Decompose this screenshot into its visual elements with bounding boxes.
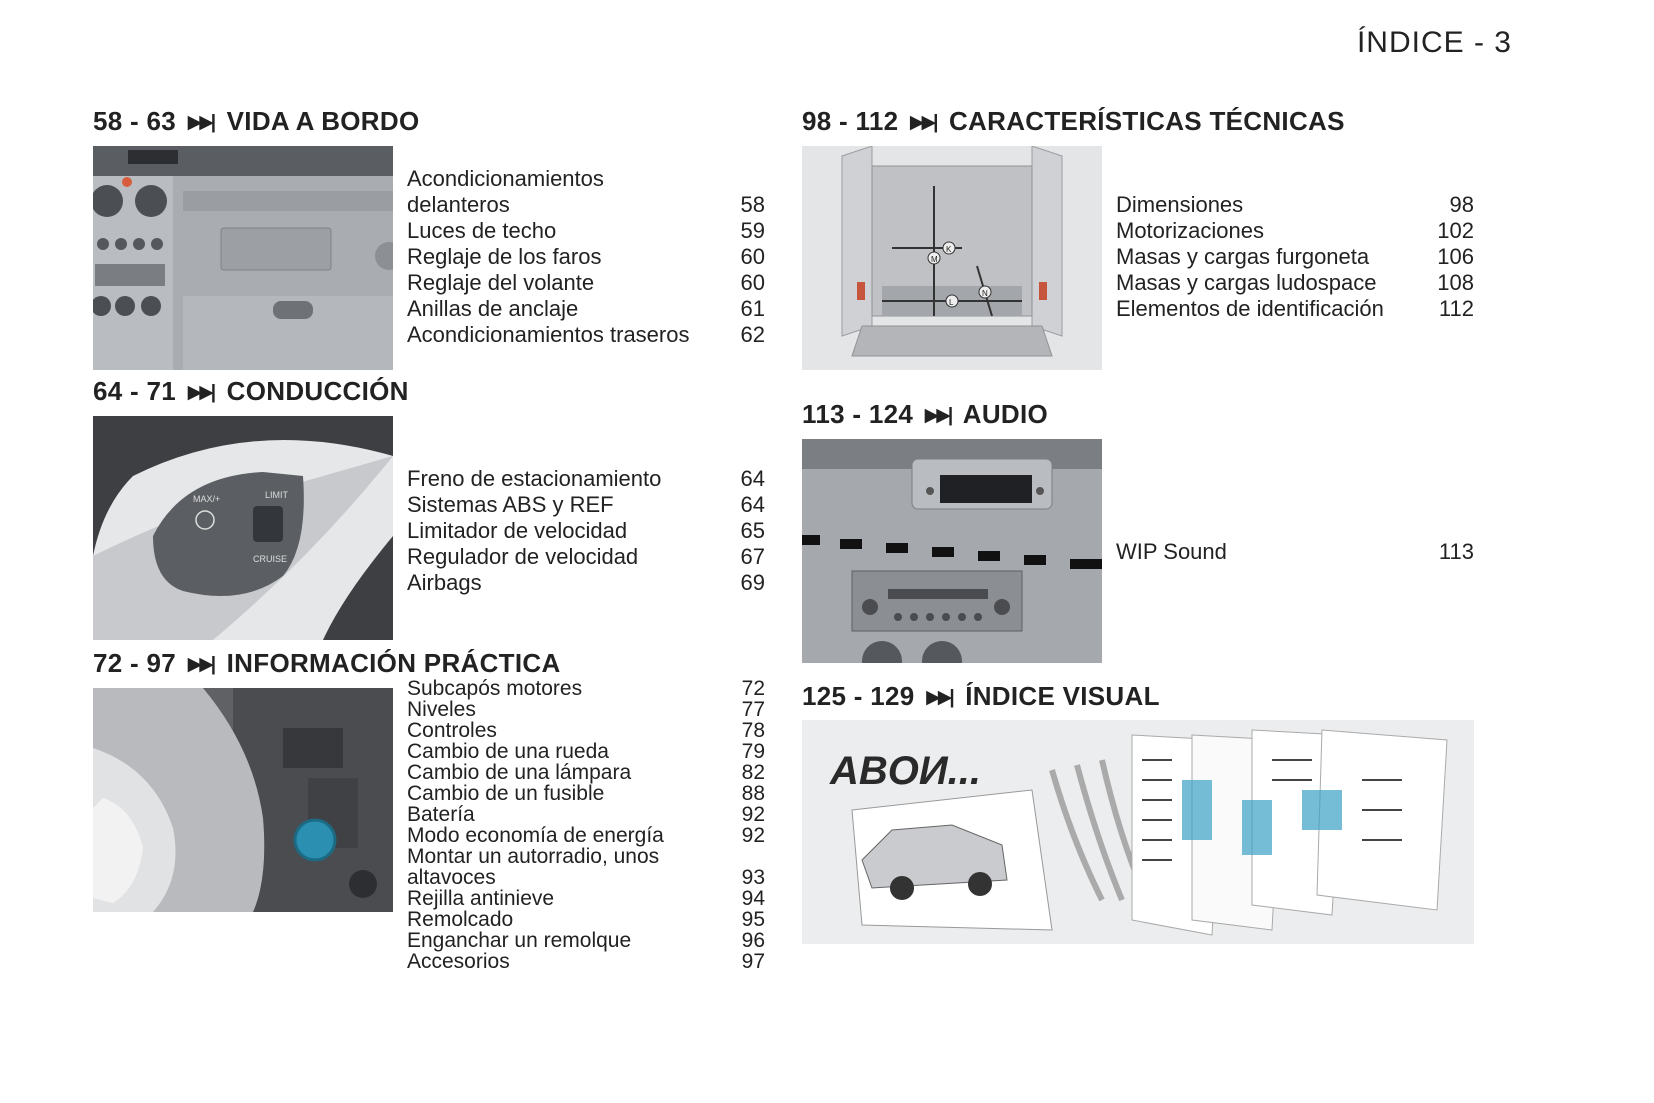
toc-item[interactable]: [407, 296, 765, 322]
section-page-range: 113 - 124: [802, 399, 914, 429]
toc-item[interactable]: [407, 804, 765, 825]
stalk-label: LIMIT: [265, 490, 289, 500]
toc-item-title: Masas y cargas furgoneta: [1116, 244, 1370, 269]
toc-item[interactable]: [407, 218, 765, 244]
toc-list: [1116, 539, 1474, 565]
stalk-label: CRUISE: [253, 554, 288, 564]
toc-item[interactable]: [407, 518, 765, 544]
toc-item-title: Regulador de velocidad: [407, 544, 639, 569]
toc-item-title: Accesorios: [407, 950, 510, 973]
toc-item-page: 79: [741, 740, 765, 763]
toc-item-page: 92: [741, 824, 765, 847]
section-vida-a-bordo: [93, 106, 773, 370]
toc-item-page: 78: [741, 719, 765, 742]
toc-item-title: Limitador de velocidad: [407, 518, 628, 543]
toc-item-title: Controles: [407, 719, 497, 742]
dimension-label: K: [946, 245, 952, 254]
section-title: VIDA A BORDO: [226, 106, 420, 136]
section-heading[interactable]: [802, 681, 1160, 712]
toc-item-title: Motorizaciones: [1116, 218, 1264, 243]
section-heading[interactable]: [93, 648, 561, 679]
toc-list: [1116, 192, 1474, 322]
toc-item-page: 64: [740, 466, 765, 491]
toc-item[interactable]: [407, 492, 765, 518]
toc-item-page: 106: [1437, 244, 1474, 269]
toc-item-page: 72: [741, 677, 765, 700]
toc-item-page: 112: [1438, 296, 1474, 321]
toc-item-title: Cambio de un fusible: [407, 782, 605, 805]
toc-item-title: Niveles: [407, 698, 476, 721]
toc-item-title: Acondicionamientos traseros: [407, 322, 690, 347]
toc-item-title: Elementos de identificación: [1116, 296, 1384, 321]
toc-item-page: 93: [741, 866, 765, 889]
toc-item[interactable]: [407, 909, 765, 930]
section-title: AUDIO: [962, 399, 1049, 429]
section-indice-visual: [802, 681, 1482, 945]
toc-item[interactable]: [407, 466, 765, 492]
toc-item-page: 102: [1437, 218, 1474, 243]
section-informacion-practica: [93, 648, 773, 988]
toc-item[interactable]: [407, 846, 765, 888]
toc-item[interactable]: [407, 888, 765, 909]
toc-item[interactable]: [407, 825, 765, 846]
toc-item[interactable]: [407, 244, 765, 270]
toc-item-title: Subcapós motores: [407, 677, 583, 700]
section-heading[interactable]: [802, 399, 1048, 430]
toc-item[interactable]: [407, 741, 765, 762]
toc-item-page: 98: [1449, 192, 1474, 217]
toc-item-page: 61: [740, 296, 765, 321]
toc-item-title: Batería: [407, 803, 475, 826]
toc-item-title: delanteros: [407, 192, 510, 217]
toc-item-title: Cambio de una lámpara: [407, 761, 632, 784]
toc-item-page: 88: [741, 782, 765, 805]
toc-item[interactable]: [407, 930, 765, 951]
engine-bay-image: [93, 688, 393, 912]
toc-item-page: 65: [740, 518, 765, 543]
toc-item-title: WIP Sound: [1116, 539, 1227, 564]
toc-item-page: 69: [740, 570, 765, 595]
toc-item-title: Rejilla antinieve: [407, 887, 555, 910]
dashboard-image: [93, 146, 393, 370]
toc-item-title: Anillas de anclaje: [407, 296, 579, 321]
toc-item-page: 95: [741, 908, 765, 931]
toc-item[interactable]: [407, 783, 765, 804]
toc-item[interactable]: [407, 322, 765, 348]
toc-item-title: Enganchar un remolque: [407, 929, 632, 952]
toc-list: [407, 466, 765, 596]
section-title: INFORMACIÓN PRÁCTICA: [226, 648, 561, 678]
toc-item-page: 82: [741, 761, 765, 784]
toc-item[interactable]: [1116, 296, 1474, 322]
toc-item-title: Remolcado: [407, 908, 514, 931]
fast-forward-icon: ▶▶|: [187, 112, 214, 133]
toc-item-page: 59: [740, 218, 765, 243]
toc-item[interactable]: [1116, 192, 1474, 218]
toc-item[interactable]: [1116, 218, 1474, 244]
section-page-range: 58 - 63: [93, 106, 177, 136]
toc-item[interactable]: [407, 544, 765, 570]
toc-item-title: Reglaje del volante: [407, 270, 595, 295]
toc-item-page: 60: [740, 244, 765, 269]
toc-item[interactable]: [407, 762, 765, 783]
logo-text: ABOИ...: [830, 749, 981, 793]
section-heading[interactable]: [93, 376, 409, 407]
toc-item-page: 96: [741, 929, 765, 952]
toc-item-title: Acondicionamientos: [407, 166, 604, 191]
page-header: ÍNDICE - 3: [1356, 26, 1512, 59]
audio-system-image: [802, 439, 1102, 663]
toc-item[interactable]: [407, 699, 765, 720]
toc-item[interactable]: [1116, 539, 1474, 565]
toc-list: [407, 166, 765, 348]
cargo-area-image: [802, 146, 1102, 370]
toc-item[interactable]: [407, 166, 765, 218]
toc-item-title: Sistemas ABS y REF: [407, 492, 614, 517]
section-conduccion: [93, 376, 773, 640]
toc-item-title: Montar un autorradio, unos: [407, 845, 660, 868]
toc-item[interactable]: [1116, 244, 1474, 270]
toc-item-page: 113: [1438, 539, 1474, 564]
cruise-control-stalk-image: [93, 416, 393, 640]
dimension-label: M: [931, 255, 938, 264]
section-heading[interactable]: [93, 106, 419, 137]
toc-item-page: 97: [741, 950, 765, 973]
toc-item[interactable]: [407, 720, 765, 741]
fast-forward-icon: ▶▶|: [924, 405, 951, 426]
toc-item-page: 108: [1437, 270, 1474, 295]
section-heading[interactable]: [802, 106, 1345, 137]
section-page-range: 125 - 129: [802, 681, 915, 711]
toc-item[interactable]: [1116, 270, 1474, 296]
toc-item[interactable]: [407, 678, 765, 699]
toc-item-title: Masas y cargas ludospace: [1116, 270, 1377, 295]
toc-item[interactable]: [407, 570, 765, 596]
toc-item-page: 64: [740, 492, 765, 517]
toc-list: [407, 678, 765, 972]
section-page-range: 72 - 97: [93, 648, 177, 678]
fast-forward-icon: ▶▶|: [187, 654, 214, 675]
fast-forward-icon: ▶▶|: [187, 382, 214, 403]
toc-item-title: Dimensiones: [1116, 192, 1244, 217]
toc-item[interactable]: [407, 951, 765, 972]
dimension-label: N: [982, 289, 988, 298]
section-title: CONDUCCIÓN: [226, 376, 409, 406]
fast-forward-icon: ▶▶|: [909, 112, 936, 133]
toc-item-title: Cambio de una rueda: [407, 740, 609, 763]
visual-index-image: [802, 720, 1474, 944]
toc-item-title: altavoces: [407, 866, 496, 889]
toc-item-page: 92: [741, 803, 765, 826]
toc-item-page: 58: [740, 192, 765, 217]
toc-item[interactable]: [407, 270, 765, 296]
dimension-label: L: [949, 298, 954, 307]
fast-forward-icon: ▶▶|: [926, 687, 952, 708]
toc-item-page: 62: [740, 322, 765, 347]
section-caracteristicas-tecnicas: [802, 106, 1482, 370]
toc-item-title: Reglaje de los faros: [407, 244, 602, 269]
toc-item-page: 94: [741, 887, 765, 910]
section-page-range: 98 - 112: [802, 106, 899, 136]
section-title: ÍNDICE VISUAL: [965, 681, 1160, 711]
section-title: CARACTERÍSTICAS TÉCNICAS: [948, 106, 1345, 136]
stalk-label: MAX/+: [193, 494, 221, 504]
toc-item-title: Freno de estacionamiento: [407, 466, 662, 491]
toc-item-title: Airbags: [407, 570, 482, 595]
toc-item-title: Modo economía de energía: [407, 824, 664, 847]
toc-item-page: 60: [740, 270, 765, 295]
toc-item-title: Luces de techo: [407, 218, 557, 243]
toc-item-page: 77: [741, 698, 765, 721]
section-audio: [802, 399, 1482, 663]
section-page-range: 64 - 71: [93, 376, 177, 406]
toc-item-page: 67: [740, 544, 765, 569]
